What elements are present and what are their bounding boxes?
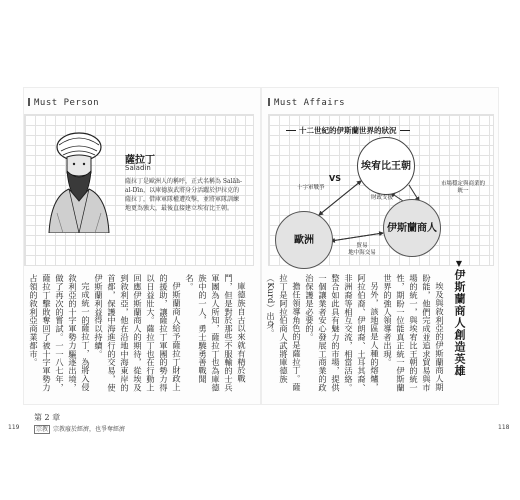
page-number-left: 119 xyxy=(8,424,20,431)
node-europe: 歐洲 xyxy=(275,211,333,269)
right-body-text xyxy=(268,274,446,392)
node-ayyubid: 埃宥比王朝 xyxy=(357,137,415,195)
page-number-right: 118 xyxy=(498,424,510,431)
left-page xyxy=(24,88,260,404)
person-panel xyxy=(24,114,254,266)
finance-label: 財政支援 xyxy=(371,195,394,201)
chapter-label: 第 2 章 xyxy=(34,413,61,422)
running-title: 宗教 宗教廢於經濟，也爭奪經濟 xyxy=(36,426,126,433)
person-description: 薩拉丁是歐洲人的稱呼，正式名稱為 Salāh-al-Dīn，以庫德族武將身分活躍於伊拉克的薩拉丁，借庫軍隊權遭攻擊，並將軍隊訓練地更為強大，最後直接建立埃宥比王朝。 xyxy=(125,178,242,212)
market-label: 市場穩定與商業的統一 xyxy=(441,181,486,194)
right-page xyxy=(262,88,498,404)
saladin-portrait-icon xyxy=(39,123,119,233)
vs-label: VS xyxy=(329,174,341,183)
node-islamic-merchants: 伊斯蘭商人 xyxy=(383,199,441,257)
right-paragraph: 埃及與敘利亞的伊斯蘭商人期盼能，他們完成並追求貿易與市場的統一，與埃宥比王朝的統一性，期盼一位能真正統一伊斯蘭世界的強人領導者出現。 xyxy=(383,274,445,392)
section-label-person: Must Person xyxy=(28,98,99,108)
left-body-text xyxy=(28,274,248,392)
right-paragraph: 另外，該地區是人種的熔爐，阿拉伯裔、伊朗裔、土耳其裔、非洲裔等相互交流，相當活絡。整合如此具有魅力的市場，提供一個讓業者安心發展工商業的政治保護是必要的。 xyxy=(305,274,380,392)
left-paragraph: 庫德族自古以來就有精於戰鬥，但是對於那些不服輸的士兵軍團為人所知，薩拉丁也為庫德族中的一人，勇士驍勇善戰聞名。 xyxy=(185,274,247,392)
left-paragraph: 伊斯蘭商人給予薩拉丁財政上的援助，讓薩拉丁軍團的勢力得以日益壯大。薩拉丁也在行動上回應伊斯蘭商人的期待，從埃及到敘利亞，他在沿地中海東岸的首都，保護中海進行的交易，使伊斯蘭利益得以持續。 xyxy=(94,274,182,392)
section-heading: ▼伊斯蘭商人創造英雄 xyxy=(453,258,466,377)
left-paragraph: 完成統一的薩拉丁，為將入侵敘利亞的十字軍勢力驅逐出境，做了再次的嘗試。一一八七年，薩拉丁擊敗奪回了被十字軍勢力占領的敘利亞商業都市。 xyxy=(29,274,91,392)
person-name-en: Saladin xyxy=(125,164,151,172)
crusade-label: 十字軍戰爭 xyxy=(297,185,325,191)
person-name: 薩拉丁 xyxy=(125,155,155,166)
running-title-box: 宗教 xyxy=(36,426,49,433)
diagram-title: 十二世紀的伊斯蘭世界的狀況 xyxy=(283,125,413,136)
right-paragraph: 擔任領導角色的是薩拉丁。薩拉丁是阿拉伯商人武將庫德族（Kurd）出身。 xyxy=(266,274,302,392)
affairs-diagram xyxy=(268,114,494,266)
section-label-affairs: Must Affairs xyxy=(268,98,345,108)
trade-label: 貿易 地中海交易 xyxy=(348,243,376,256)
